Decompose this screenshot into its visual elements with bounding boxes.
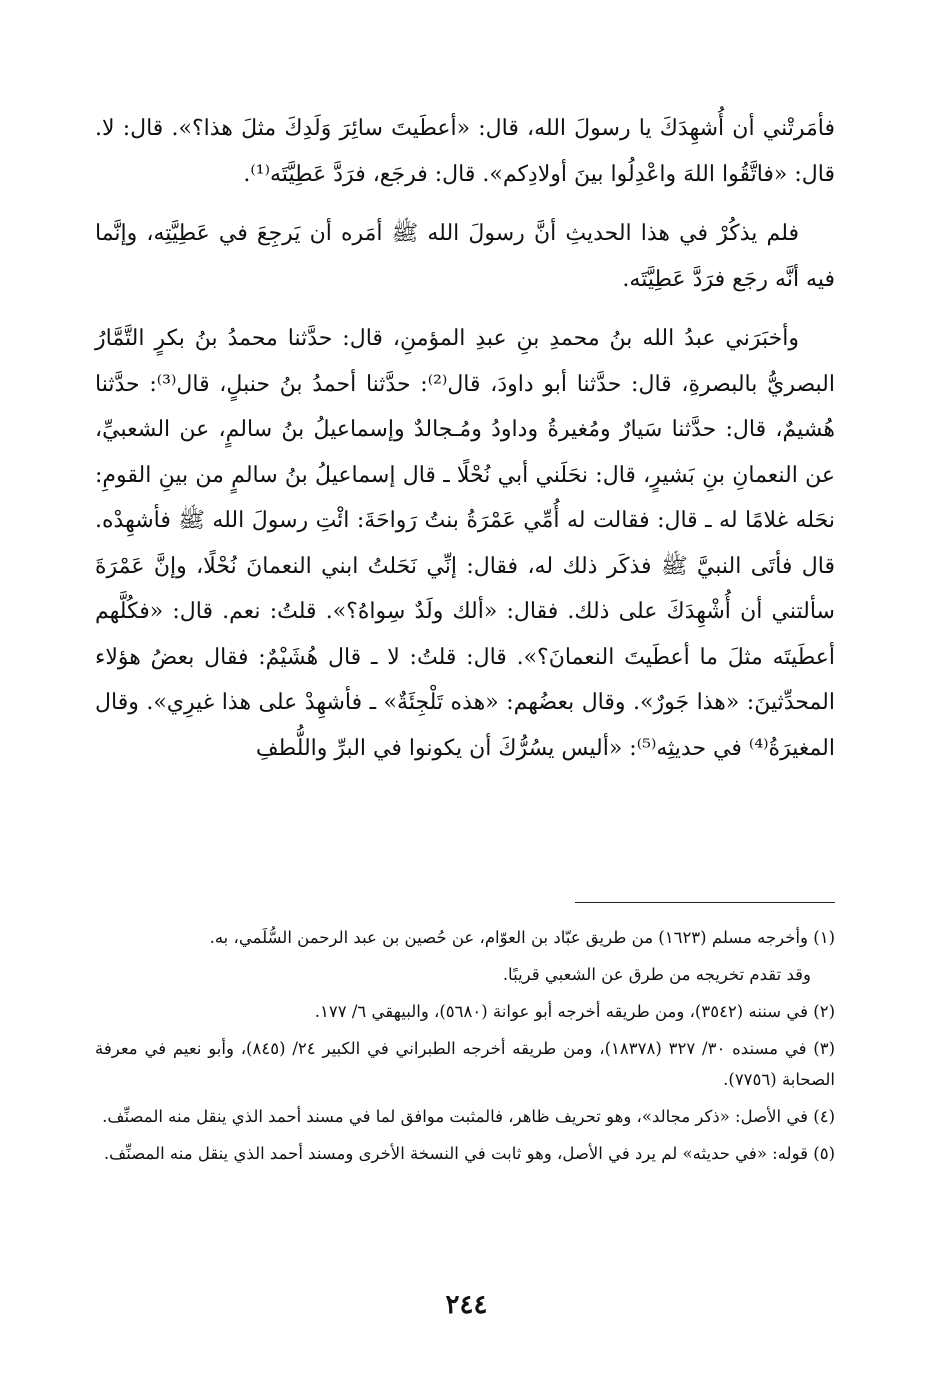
footnote-1-continuation: وقد تقدم تخريجه من طرق عن الشعبي قريبًا.	[502, 965, 811, 984]
footnote-2: (٢) في سننه (٣٥٤٢)، ومن طريقه أخرجه أبو عوانة (٥٦٨٠)، والبيهقي ٦/ ١٧٧.	[314, 1002, 835, 1021]
footnote-separator	[575, 902, 835, 903]
footnotes-block	[95, 922, 835, 1175]
footnote-1: (١) وأخرجه مسلم (١٦٢٣) من طريق عبّاد بن العوّام، عن حُصين بن عبد الرحمن السُّلَمي، به.	[209, 928, 835, 947]
paragraph-isnad-narration: وأخبَرَني عبدُ الله بنُ محمدِ بنِ عبدِ المؤمنِ، قال: حدَّثنا محمدُ بنُ بكرٍ التَّمَّارُ البصريُّ بالبصرةِ، قال: حدَّثنا أبو داودَ، قال⁽²⁾: حدَّثنا أحمدُ بنُ حنبلٍ، قال⁽³⁾: حدَّثنا هُشيمٌ، قال: حدَّثنا سَيارٌ ومُغيرةُ وداودُ ومُـجالدٌ وإسماعيلُ بنُ سالمٍ، عن الشعبيِّ، عن النعمانِ بنِ بَشيرٍ، قال: نحَلَني أبي نُحْلًا ـ قال إسماعيلُ بنُ سالمٍ من بينِ القومِ: نحَله غلامًا له ـ قال: فقالت له أُمِّي عَمْرَةُ بنتُ رَواحَةَ: ائْتِ رسولَ الله ﷺ فأشهِدْه. قال فأتَى النبيَّ ﷺ فذكَر ذلك له، فقال: إنِّي نَحَلتُ ابني النعمانَ نُحْلًا، وإنَّ عَمْرَةَ سألتني أن أُشْهِدَكَ على ذلك. فقال: «ألك ولَدٌ سِواهُ؟». قلتُ: نعم. قال: «فكُلَّهم أعطَيتَه مثلَ ما أعطَيتَ النعمانَ؟». قال: قلتُ: لا ـ قال هُشَيْمٌ: فقال بعضُ هؤلاء المحدِّثينَ: «هذا جَورٌ». وقال بعضُهم: «هذه تَلْجِئَةٌ» ـ فأشهِدْ على هذا غيرِي». وقال المغيرَةُ⁽⁴⁾ في حديثِه⁽⁵⁾: «أليس يسُرُّكَ أن يكونوا في البرِّ واللُّطفِ	[95, 326, 835, 761]
footnote-5: (٥) قوله: «في حديثه» لم يرد في الأصل، وهو ثابت في النسخة الأخرى ومسند أحمد الذي ينقل منه المصنِّف.	[103, 1144, 835, 1163]
footnote-3: (٣) في مسنده ٣٠/ ٣٢٧ (١٨٣٧٨)، ومن طريقه أخرجه الطبراني في الكبير ٢٤/ (٨٤٥)، وأبو نعيم في معرفة الصحابة (٧٧٥٦).	[95, 1039, 836, 1089]
page-number: ٢٤٤	[445, 1290, 488, 1320]
footnote-4: (٤) في الأصل: «ذكر مجالد»، وهو تحريف ظاهر، فالمثبت موافق لما في مسند أحمد الذي ينقل منه المصنِّف.	[102, 1107, 835, 1126]
paragraph-commentary: فلم يذكُرْ في هذا الحديثِ أنَّ رسولَ الله ﷺ أمَره أن يَرجِعَ في عَطِيَّتِه، وإنَّما فيه أنَّه رجَع فرَدَّ عَطِيَّتَه.	[95, 221, 835, 292]
main-text-block	[95, 106, 835, 771]
paragraph-hadith-continuation: فأمَرتْني أن أُشهِدَكَ يا رسولَ الله، قال: «أعطَيتَ سائِرَ وَلَدِكَ مثلَ هذا؟». قال: لا. قال: «فاتَّقُوا اللهَ واعْدِلُوا بينَ أولادِكم». قال: فرجَع، فرَدَّ عَطِيَّتَه⁽¹⁾.	[95, 116, 835, 187]
